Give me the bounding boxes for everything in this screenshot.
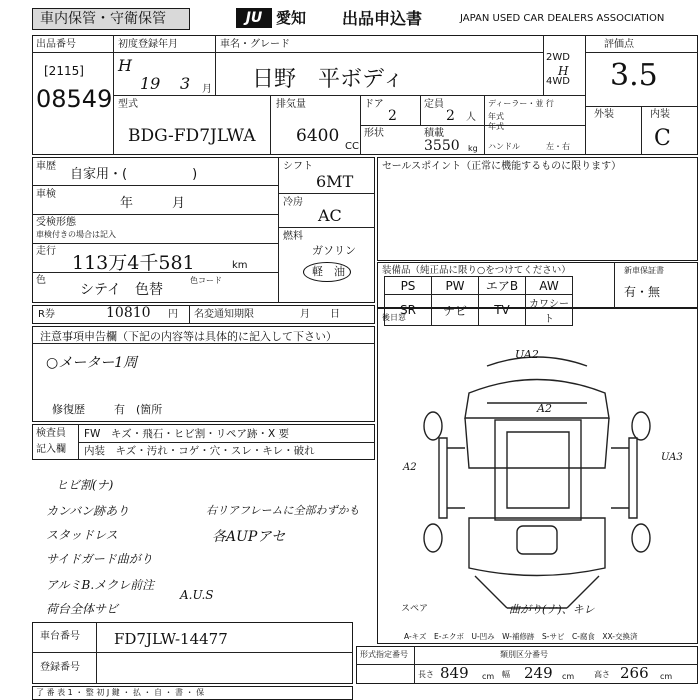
load-value: 3550 xyxy=(424,138,460,154)
inspector-interior-row: 内装 キズ・汚れ・コゲ・穴・スレ・キレ・破れ xyxy=(84,445,315,457)
mileage-label: 走行 xyxy=(36,246,56,257)
warranty-value: 有・無 xyxy=(624,285,661,299)
handle-label: ハンドル xyxy=(488,142,520,151)
mark-ua2-top: UA2 xyxy=(515,348,539,361)
recycle-value: 10810 xyxy=(106,305,151,321)
width-unit: cm xyxy=(562,672,575,681)
disp-value: 6400 xyxy=(296,126,340,146)
width-value: 249 xyxy=(524,664,553,682)
name-deadline-label: 名変通知期限 xyxy=(194,309,254,320)
inspector-label-1: 検査員 xyxy=(36,428,66,439)
selling-points-block xyxy=(377,157,698,261)
hw-note-4: サイドガード曲がり xyxy=(46,552,153,566)
hw-note-right-1: 右リアフレームに全部わずかも xyxy=(206,504,360,517)
inspect-value: 年 月 xyxy=(120,196,186,211)
mileage-unit: km xyxy=(232,260,248,271)
mark-a2-left: A2 xyxy=(403,462,417,473)
notes-label: 注意事項申告欄（下記の内容等は具体的に記入して下さい） xyxy=(40,330,337,343)
brand-region: 愛知 xyxy=(276,9,307,27)
hw-note-1: ヒビ割(ナ) xyxy=(56,478,114,492)
type-value: BDG-FD7JLWA xyxy=(128,126,256,146)
receive-label: 受検形態 xyxy=(36,217,76,228)
hw-note-5: アルミB.メクレ前注 xyxy=(46,578,155,592)
inspector-fw-row: FW キズ・飛石・ヒビ割・リペア跡・X 要 xyxy=(84,428,290,440)
history-label: 車歴 xyxy=(36,161,56,172)
fuel-diesel: 軽 油 xyxy=(312,265,345,278)
int-label: 内装 xyxy=(650,109,670,120)
equip-airbag: エアB xyxy=(479,277,526,295)
footer-bar-text: 了 番 表 1 ・ 整 初 J 鍵 ・ 払 ・ 自 ・ 書 ・ 保 xyxy=(36,688,205,697)
color-value: シテイ 色替 xyxy=(80,282,164,298)
height-value: 266 xyxy=(620,664,649,682)
diagram-bottom-note: 曲がり(ナ)、キレ xyxy=(509,603,595,616)
grade-value: 3.5 xyxy=(610,58,658,93)
repair-label: 修復歴 xyxy=(52,403,85,416)
repair-value: 有 (箇所 xyxy=(114,403,163,416)
grade-label: 評価点 xyxy=(604,39,634,50)
inspect-label: 車検 xyxy=(36,189,56,200)
storage-tag-text: 車内保管・守衛保管 xyxy=(40,11,166,27)
doors-value: 2 xyxy=(388,108,397,124)
shift-label: シフト xyxy=(283,161,313,172)
shape-label: 形状 xyxy=(364,128,384,139)
width-label: 幅 xyxy=(502,670,510,679)
lot-code: [2115] xyxy=(44,64,84,78)
class-num-label: 類別区分番号 xyxy=(500,650,548,659)
mileage-value: 113万4千581 xyxy=(72,252,195,274)
rear-window: 後日窓 xyxy=(382,313,406,322)
fuel-gas: ガソリン xyxy=(312,244,356,257)
color-label: 色 xyxy=(36,275,46,286)
fuel-diesel-circle xyxy=(303,262,351,282)
model-label: 車名・グレード xyxy=(220,39,290,50)
year-label: 年式 xyxy=(488,112,504,121)
disp-label: 排気量 xyxy=(276,99,306,110)
first-reg-year: 19 xyxy=(140,74,161,93)
lot-number: 08549 xyxy=(36,85,113,113)
chassis-label: 車台番号 xyxy=(40,631,80,642)
shift-value: 6MT xyxy=(316,172,354,191)
equip-tv: TV xyxy=(479,295,526,326)
ac-value: AC xyxy=(318,206,342,225)
equip-navi: ナビ xyxy=(432,295,479,326)
ju-logo: JU xyxy=(236,8,272,28)
int-grade: C xyxy=(654,126,671,151)
drive-h: H xyxy=(558,64,569,78)
equip-sr: SR xyxy=(385,295,432,326)
form-title: 出品申込書 xyxy=(342,9,423,28)
dealer-label: ディーラー・並 行 xyxy=(488,99,554,108)
handle-lr: 左・右 xyxy=(546,142,570,151)
ext-label: 外装 xyxy=(594,109,614,120)
name-deadline-value: 月 日 xyxy=(300,309,340,320)
ac-label: 冷房 xyxy=(283,197,303,208)
association-name: JAPAN USED CAR DEALERS ASSOCIATION xyxy=(460,13,665,24)
year-type: 年式 xyxy=(488,122,504,131)
length-value: 849 xyxy=(440,664,469,682)
chassis-value: FD7JLW-14477 xyxy=(114,630,228,648)
truck-diagram xyxy=(377,308,698,644)
receive-sub: 車検付きの場合は記入 xyxy=(36,230,116,239)
doors-label: ドア xyxy=(364,99,384,110)
hw-note-6: 荷台全体サビ xyxy=(46,602,119,616)
recycle-label: R券 xyxy=(38,309,55,320)
hw-note-2: カンバン跡あり xyxy=(46,504,130,518)
hw-codes: A.U.S xyxy=(180,588,214,602)
history-value: 自家用・( ) xyxy=(70,167,198,182)
recycle-unit: 円 xyxy=(168,309,178,320)
hw-note-right-2: 各AUPアセ xyxy=(212,529,286,545)
load-unit: kg xyxy=(468,144,478,153)
type-label: 型式 xyxy=(118,99,138,110)
color-code-label: 色コード xyxy=(190,276,222,285)
drive-4wd: 4WD xyxy=(546,76,570,87)
load-label: 積載 xyxy=(424,128,444,139)
drive-2wd: 2WD xyxy=(546,52,570,63)
equip-kawa-seat: カワシート xyxy=(526,295,573,326)
equip-ps: PS xyxy=(385,277,432,295)
seats-label: 定員 xyxy=(424,99,444,110)
height-label: 高さ xyxy=(594,670,610,679)
model-name: 日野 平ボディ xyxy=(252,67,405,92)
disp-unit: CC xyxy=(345,141,359,152)
seats-value: 2 xyxy=(446,108,455,124)
inspector-label-2: 記入欄 xyxy=(36,444,66,455)
first-reg-month-unit: 月 xyxy=(202,84,212,95)
first-reg-label: 初度登録年月 xyxy=(118,39,178,50)
damage-legend: A-キズ E-エクボ U-凹み W-補修跡 S-サビ C-腐食 XX-交換済 xyxy=(404,632,638,641)
lot-label: 出品番号 xyxy=(36,39,76,50)
spare-label: スペア xyxy=(401,604,429,614)
first-reg-era: H xyxy=(118,56,132,75)
hw-note-3: スタッドレス xyxy=(46,528,118,542)
equip-pw: PW xyxy=(432,277,479,295)
fuel-label: 燃料 xyxy=(283,231,303,242)
mark-ua3-right: UA3 xyxy=(661,452,683,463)
mark-a2-roof: A2 xyxy=(537,402,552,415)
first-reg-month: 3 xyxy=(180,74,191,93)
warranty-label: 新車保証書 xyxy=(624,266,664,275)
length-label: 長さ xyxy=(418,670,434,679)
equip-aw: AW xyxy=(526,277,573,295)
selling-points-label: セールスポイント（正常に機能するものに限ります） xyxy=(382,161,622,172)
reg-label: 登録番号 xyxy=(40,662,80,673)
type-num-label: 形式指定番号 xyxy=(360,650,408,659)
equipment-label: 装備品（純正品に限り○をつけてください） xyxy=(382,265,571,276)
height-unit: cm xyxy=(660,672,673,681)
seats-unit: 人 xyxy=(466,112,476,123)
length-unit: cm xyxy=(482,672,495,681)
notes-meter: ○メーター1周 xyxy=(46,355,138,371)
